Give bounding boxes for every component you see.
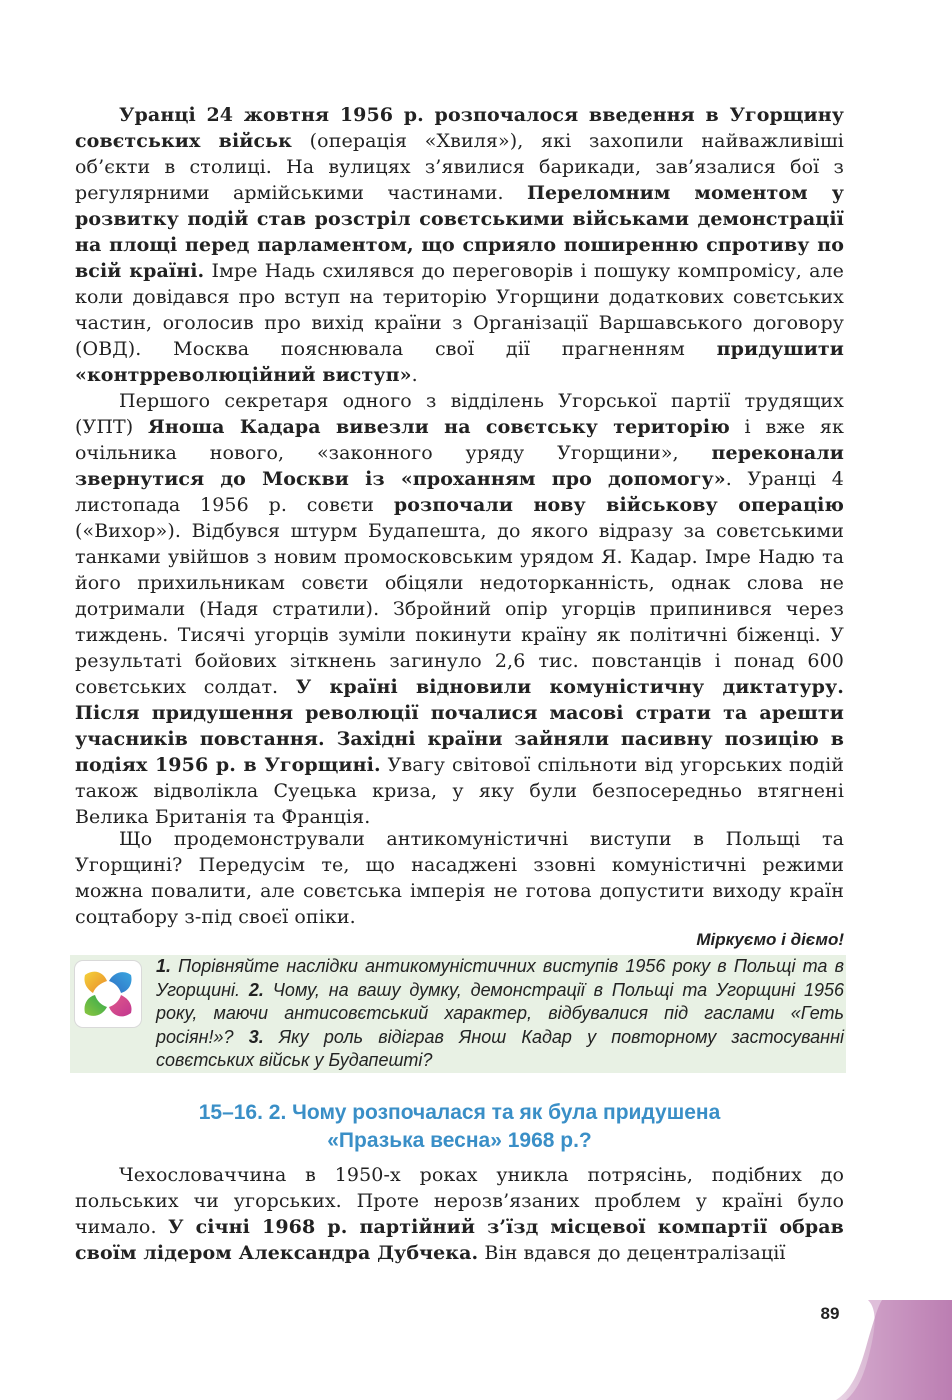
text-run: Порівняйте наслідки антикомуністичних виступів 1956 року в Польщі та в Угорщині. bbox=[156, 956, 844, 1000]
activity-box bbox=[70, 955, 846, 1073]
bold-text-run: У країні відновили комуністичну диктатуру. Після придушення революції почалися масові страти та арешти учасників повстання. Західні країни зайняли пасивну позицію в подіях 1956 р. в Угорщині. bbox=[75, 676, 845, 776]
bold-text-run: 3. bbox=[248, 1026, 264, 1047]
bold-text-run: Уранці 24 жовтня 1956 р. розпочалося введення в Угорщину совєтських військ bbox=[75, 104, 844, 152]
text-run: Першого секретаря одного з відділень Угорської партії трудящих (УПТ) bbox=[75, 390, 844, 438]
text-run: («Вихор»). Відбувся штурм Будапешта, до якого відразу за совєтськими танками увійшов з новим промосковським урядом Я. Кадар. Імре Надю та його прихильникам совєти обіцяли недоторканність, однак слова не дотримали (Надя стратили). Збройний опір угорців припинився через тиждень. Тисячі угорців зуміли покинути країну як політичні біженці. У результаті бойових зіткнень загинуло 2,6 тис. повстанців і понад 600 совєтських солдат. bbox=[75, 520, 844, 698]
text-run: Чому, на вашу думку, демонстрації в Польщі та Угорщині 1956 року, маючи антисовєтський характер, відбувалися під гаслами «Геть росіян!»? bbox=[156, 979, 844, 1047]
text-run: і вже як очільника нового, «законного уряду Угорщини», bbox=[75, 416, 844, 464]
bold-text-run: Яноша Кадара вивезли на совєтську територію bbox=[148, 416, 730, 438]
text-run: . bbox=[411, 364, 418, 386]
hands-icon-graphic bbox=[75, 961, 141, 1027]
section-heading bbox=[75, 1099, 844, 1155]
text-run: Імре Надь схилявся до переговорів і пошуку компромісу, але коли довідався про вступ на територію Угорщини додаткових совєтських частин, оголосив про вихід країни з Організації Варшавського договору (ОВД). Москва пояснювала свої дії прагненням bbox=[75, 260, 845, 360]
bold-text-run: 1. bbox=[156, 956, 172, 976]
section-heading-line-1: 15–16. 2. Чому розпочалася та як була придушена bbox=[198, 1101, 721, 1124]
colorful-hands-icon bbox=[75, 961, 141, 1027]
bold-text-run: 2. bbox=[248, 979, 264, 1000]
bold-text-run: придушити «контрреволюційний виступ» bbox=[75, 338, 844, 386]
text-run: Він вдався до децентралізації bbox=[478, 1242, 786, 1264]
activity-title: Міркуємо і діємо! bbox=[696, 930, 844, 949]
bold-text-run: переконали звернутися до Москви із «проханням про допомогу» bbox=[75, 442, 844, 490]
paragraph-1 bbox=[75, 102, 844, 388]
bold-text-run: розпочали нову військову операцію bbox=[393, 494, 844, 516]
bold-text-run: У січні 1968 р. партійний з’їзд місцевої компартії обрав своїм лідером Александра Дубчека. bbox=[75, 1216, 844, 1264]
bold-text-run: Переломним моментом у розвитку подій став розстріл совєтськими військами демонстрації на площі перед парламентом, що сприяло поширенню спротиву по всій країні. bbox=[75, 182, 844, 282]
activity-questions bbox=[156, 955, 844, 1073]
text-run: (операція «Хвиля»), які захопили найважливіші об’єкти в столиці. На вулицях з’явилися барикади, зав’язалися бої з регулярними армійськими частинами. bbox=[75, 130, 844, 204]
paragraph-4 bbox=[75, 1162, 844, 1266]
text-run: Що продемонстрували антикомуністичні виступи в Польщі та Угорщині? Передусім те, що насаджені ззовні комуністичні режими можна повалити, але совєтська імперія не готова допустити виходу країн соцтабору з-під своєї опіки. bbox=[75, 828, 844, 928]
text-run: Увагу світової спільноти від угорських подій також відволікла Суецька криза, у яку були безпосередньо втягнені Велика Британія та Франція. bbox=[75, 754, 845, 828]
text-run: Яку роль відіграв Янош Кадар у повторному застосуванні совєтських військ у Будапешті? bbox=[156, 1026, 844, 1070]
page-number: 89 bbox=[820, 1304, 840, 1323]
text-run: . Уранці 4 листопада 1956 р. совєти bbox=[75, 468, 844, 516]
paragraph-2 bbox=[75, 388, 844, 830]
section-heading-line-2: «Празька весна» 1968 р.? bbox=[327, 1129, 592, 1152]
paragraph-3 bbox=[75, 826, 844, 930]
text-run: Чехословаччина в 1950-х роках уникла потрясінь, подібних до польських чи угорських. Проте нерозв’язаних проблем у країні було чимало. bbox=[75, 1164, 844, 1238]
